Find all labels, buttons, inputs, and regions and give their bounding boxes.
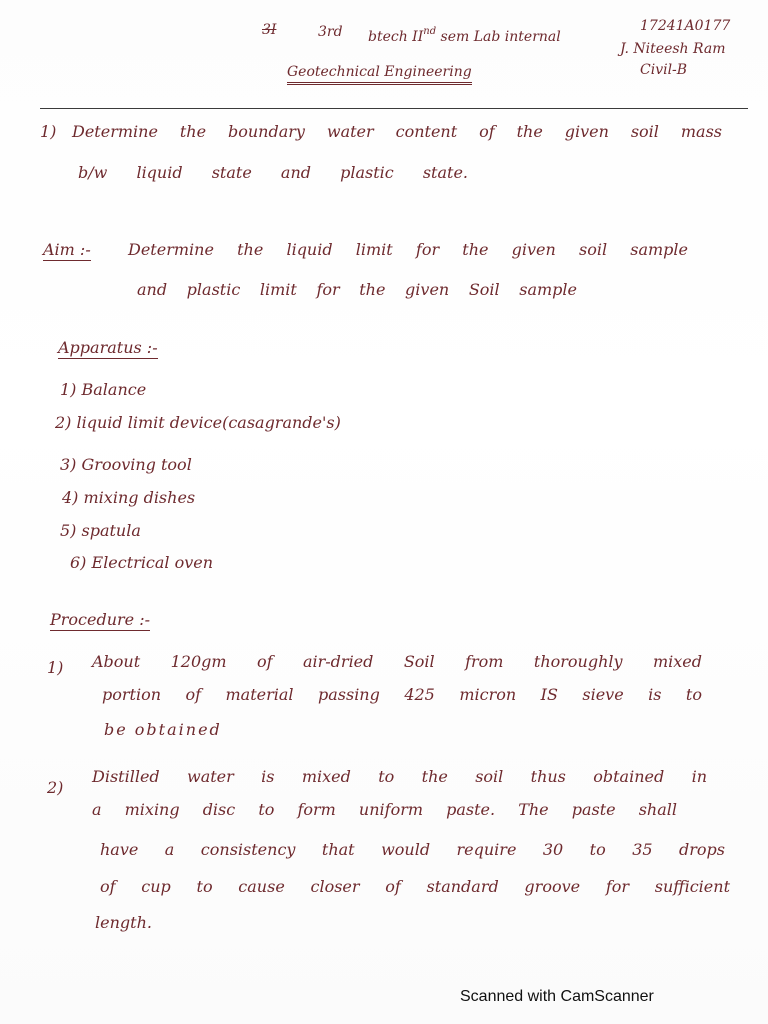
- apparatus-label-text: Apparatus :-: [58, 338, 158, 357]
- header-mark-text: 3I: [262, 22, 277, 38]
- aim-label-text: Aim :-: [43, 240, 91, 259]
- section: Civil-B: [640, 62, 688, 78]
- procedure-step-line: About 120gm of air-dried Soil from thoroughly mixed: [92, 652, 702, 671]
- apparatus-label: [58, 338, 158, 358]
- question-line-2: b/w liquid state and plastic state.: [78, 163, 468, 182]
- procedure-step-number: 2): [47, 778, 64, 797]
- apparatus-item: 3) Grooving tool: [60, 455, 192, 474]
- question-number: 1): [40, 122, 57, 141]
- roll-number: 17241A0177: [640, 18, 731, 34]
- header-semester-suffix: nd: [423, 26, 437, 37]
- question-line-1: Determine the boundary water content of the given soil mass: [72, 122, 722, 141]
- header-course-text: btech II: [368, 29, 424, 45]
- procedure-label: [50, 610, 150, 630]
- procedure-step-number: 1): [47, 658, 64, 677]
- aim-line-2: and plastic limit for the given Soil sample: [137, 280, 577, 299]
- aim-line-1: Determine the liquid limit for the given soil sample: [128, 240, 688, 259]
- procedure-step-line: length.: [95, 913, 152, 932]
- procedure-step-line: Distilled water is mixed to the soil thus obtained in: [92, 767, 707, 786]
- procedure-step-line: of cup to cause closer of standard groove for sufficient: [100, 877, 730, 896]
- procedure-step-line: be obtained: [104, 720, 222, 739]
- procedure-step-line: a mixing disc to form uniform paste. The paste shall: [92, 800, 677, 819]
- aim-label: [43, 240, 91, 260]
- subject-title: [287, 62, 472, 82]
- scanner-watermark: Scanned with CamScanner: [460, 988, 654, 1005]
- header-exam: sem Lab internal: [440, 29, 561, 45]
- apparatus-item: 5) spatula: [60, 521, 141, 540]
- procedure-label-text: Procedure :-: [50, 610, 151, 629]
- student-name: J. Niteesh Ram: [620, 41, 726, 57]
- apparatus-item: 2) liquid limit device(casagrande's): [55, 413, 341, 432]
- header-divider: [40, 108, 748, 109]
- apparatus-item: 4) mixing dishes: [62, 488, 196, 507]
- apparatus-item: 6) Electrical oven: [70, 553, 214, 572]
- subject-title-text: Geotechnical Engineering: [287, 64, 472, 85]
- header-mark: [262, 20, 276, 40]
- procedure-step-line: have a consistency that would require 30 to 35 drops: [100, 840, 725, 859]
- procedure-step-line: portion of material passing 425 micron IS sieve is to: [102, 685, 702, 704]
- apparatus-item: 1) Balance: [60, 380, 147, 399]
- header-course: [368, 22, 561, 47]
- header-year: 3rd: [318, 24, 343, 40]
